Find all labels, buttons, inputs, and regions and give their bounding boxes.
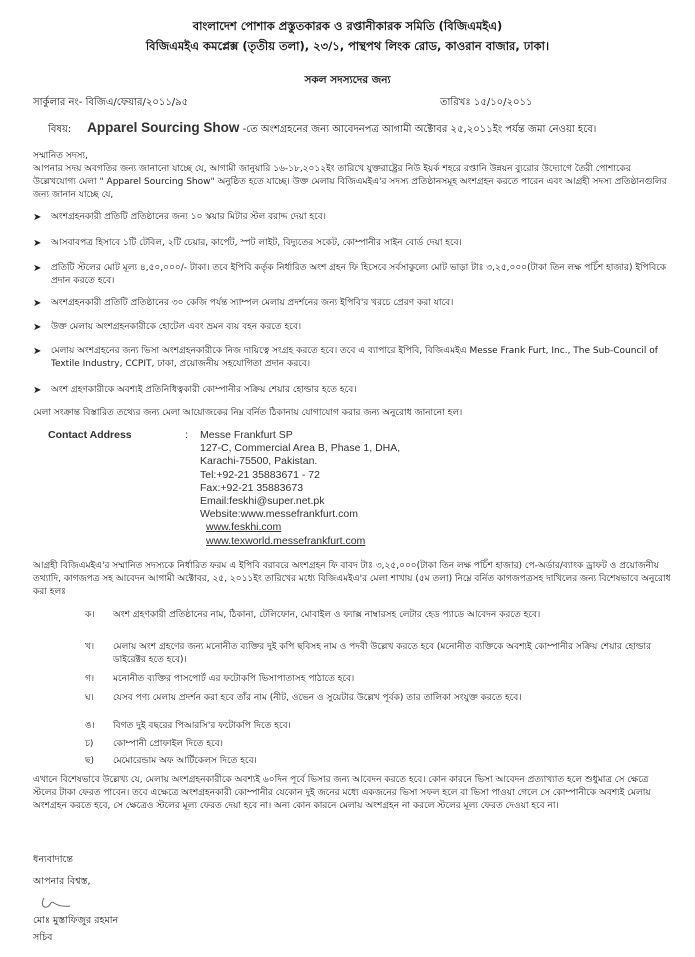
contact-website: Website:www.messefrankfurt.com [200,508,358,521]
intro-paragraph: আপনার সদয় অবগতির জন্য জানানো যাচ্ছে যে, আগামী জানুয়ারি ১৬-১৮,২০১২ইং তারিখে যুক্তরাষ্ট্রের নিউ ইয়র্ক শহরে রপ্তানি উন্নয়ন ব্যুরোর উদ্যোগে তৈরী পোশাকের উল্লেখযোগ্য মেলা " Apparel Sourcing Show" অনুষ্ঠিত হতে যাচ্ছে। উক্ত মেলায় বিজিএমইএ'র সদস্য প্রতিষ্ঠানসমূহ অংশগ্রহন করতে পারেন এবং আগ্রহী সদস্য প্রতিষ্ঠানগুলির জন্য জানান যাচ্ছে যে, [33,164,667,200]
contact-address-line: 127-C, Commercial Area B, Phase 1, DHA, [200,442,401,455]
circular-page: বাংলাদেশ পোশাক প্রস্তুতকারক ও রপ্তানীকারক সমিতি (বিজিএমইএ) বিজিএমইএ কমপ্লেক্স (তৃতীয় তলা), ২৩/১, পান্থপথ লিংক রোড, কাওরান বাজার, ঢাকা। সকল সদস্যদের জন্য সার্কুলার নং- বিজিএ/ফেয়ার/২০১১/৯৫ তারিখঃ ১৫/১০/২০১১ বিষয়: Apparel Sourcing Show -তে অংশগ্রহনের জন্য আবেদনপত্র আগামী অক্টোবর ২৫,২০১১ইং পর্যন্ত জমা নেওয়া হবে। সম্মানিত সদস্য, আপনার সদয় অবগতির জন্য জানানো যাচ্ছে যে, আগামী জানুয়ারি ১৬-১৮,২০১২ইং তারিখে যুক্তরাষ্ট্রের নিউ ইয়র্ক শহরে রপ্তানি উন্নয়ন ব্যুরোর উদ্যোগে তৈরী পোশাকের উল্লেখযোগ্য মেলা " Apparel Sourcing Show" অনুষ্ঠিত হতে যাচ্ছে। উক্ত মেলায় বিজিএমইএ'র সদস্য প্রতিষ্ঠানসমূহ অংশগ্রহন করতে পারেন এবং আগ্রহী সদস্য প্রতিষ্ঠানগুলির জন্য জানান যাচ্ছে যে, ➤ অংশগ্রহনকারী প্রতিটি প্রতিষ্ঠানের জন্য ১০ স্কয়ার মিটার স্টল বরাদ্দ দেয়া হবে। ➤ আসবাবপত্র হিসাবে ১টি টেবিল, ২টি চেয়ার, কার্পেট, স্পট লাইট, বিদ্যুতের সকেট, কোম্পানীর সাইন বোর্ড দেয়া হবে। ➤ প্রতিটি স্টলের মোট মূল্য ৪,৫০,০০০/- টাকা। তবে ইপিবি কর্তৃক নির্ধারিত অংশ গ্রহন ফি হিসেবে সর্বসাকুল্যে মোট ভাড়া টাঃ ৩,২৫,০০০(টাকা তিন লক্ষ পচিঁশ হাজার) ইপিবিকে প্রদান করতে হবে। ➤ অংশগ্রহনকারী প্রতিটি প্রতিষ্ঠানের ৩০ কেজি পর্যন্ত স্যাম্পল মেলায় প্রদর্শনের জন্য ইপিবি'র খরচে প্রেরণ করা যাবে। ➤ উক্ত মেলায় অংশগ্রহনকারীকে হোটেল এবং ভ্রমন ব্যয় বহন করতে হবে। ➤ মেলায় অংশগ্রহনের জন্য ভিসা অংশগ্রহনকারীকে নিজ দায়িত্বে সংগ্রহ করতে হবে। তবে এ ব্যাপারে ইপিবি, বিজিএমইএ Messe Frank Furt, Inc., The Sub-Council of Textile Industry, CCPIT, ঢাকা, প্রয়োজনীয় সহযোগিতা প্রদান করবে। ➤ অংশ গ্রহণকারীকে অবশ্যই প্রতিনিধিত্বকারী কোম্পানীর সক্রিয় শেয়ার হোল্ডার হতে হবে। মেলা সংক্রান্ত বিস্তারিত তথ্যের জন্য মেলা আয়োজকের নিম্ন বর্নিত ঠিকানায় যোগাযোগ করার জন্য অনুরোধ জানানো হল। Contact Address : Messe Frankfurt SP 127-C, Commercial Area B, Phase 1, DHA, Karachi-75500, Pakistan. Tel:+92-21 35883671 - 72 Fax:+92-21 35883673 Email:feskhi@super.net.pk Website:www.messefrankfurt.com www.feskhi.com www.texworld.messefrankfurt.com আগ্রহী বিজিএমইএ'র সম্মানিত সদস্যকে নির্ধারিত ফরম এ ইপিবি বরাবরে অংশগ্রহন ফি বাবদ টাঃ ৩,২৫,০০০(টাকা তিন লক্ষ পচিঁশ হাজার) পে-অর্ডার/ব্যাংক ড্রাফট ও প্রয়োজনীয় তথ্যাদি, কাগজপত্র সহ আবেদন আগামী অক্টোবর, ২৫, ২০১১ইং তারিখের মধ্যে বিজিএমইএ'র মেলা শাখায় (৫ম তলা) নিম্নে বর্নিত কাগজপত্রসহ দাখিলের জন্য বিশেষভাবে অনুরোধ করা হলঃ ক। অংশ গ্রহণকারী প্রতিষ্ঠানের নাম, ঠিকানা, টেলিফোন, মোবাইল ও ফ্যাক্স নাম্বারসহ লেটার হেড প্যাডে আবেদন করতে হবে। খ। মেলায় অংশ গ্রহণের জন্য মনোনীত ব্যক্তির দুই কপি ছবিসহ নাম ও পদবী উল্লেখ করতে হবে (মনোনীত ব্যক্তিকে অবশ্যই কোম্পানীর সক্রিয় শেয়ার হোল্ডার ডাইরেক্টর হতে হবে)। গ। মনোনীত ব্যক্তির পাসপোর্ট এর ফটোকপি ভিসাপাতাসহ পাঠাতে হবে। ঘ। যেসব পণ্য মেলায় প্রদর্শন করা হবে তাঁর নাম (নীট, ওভেন ও সুয়েটার উল্লেখ পূর্বক) তার তালিকা সংযুক্ত করতে হবে। ঙ। বিগত দুই বছরের পিআরসি'র ফটোকপি দিতে হবে। চ) কোম্পানী প্রোফাইল দিতে হবে। ছ) মেমোরেন্ডাম অফ আর্টিকেলস দিতে হবে। এখানে বিশেষভাবে উল্লেখ্য যে, মেলায় অংশগ্রহনকারীকে অবশ্যই ৬০দিন পূর্বে ভিসার জন্য আবেদন করতে হবে। কোন কারনে ভিসা আবেদন প্রত্যাখ্যাত হলে শুধুমাত্র সে ক্ষেত্রে স্টলের টাকা ফেরত পাবেন। তবে এক্ষেত্রে অংশগ্রহনকারী কোম্পানীর যেকোন দুই জনের মধ্যে একজনের ভিসা সফল হলে বা ভিসা পাওয়া গেলে সে কোম্পানীকে অবশ্যই মেলায় অংশগ্রহন করতে হবে, সে ক্ষেত্রেও স্টলের মূল্য ফেরত দেয়া হবে না। অন্য কোন কারনে মেলায় অংশগ্রহন না করলে স্টলের মূল্য ফেরত দেওয়া হবে না। ধন্যবাদান্তে আপনার বিশ্বস্ত, মোঃ মুস্তাফিজুর রহমান সচিব [0,0,695,957]
signer-title: সচিব [33,932,53,943]
subject-rest: -তে অংশগ্রহনের জন্য আবেদনপত্র আগামী অক্টোবর ২৫,২০১১ইং পর্যন্ত জমা নেওয়া হবে। [242,124,597,135]
org-name: বাংলাদেশ পোশাক প্রস্তুতকারক ও রপ্তানীকারক সমিতি (বিজিএমইএ) [192,19,503,33]
signature-mark [40,895,74,911]
contact-email: Email:feskhi@super.net.pk [200,495,325,508]
subject-event-name: Apparel Sourcing Show [87,120,240,135]
arrow-bullet-icon: ➤ [33,322,42,333]
contact-address-line: Karachi-75500, Pakistan. [200,455,318,468]
feskhi-link[interactable]: www.feskhi.com [206,521,282,534]
org-address: বিজিএমইএ কমপ্লেক্স (তৃতীয় তলা), ২৩/১, পান্থপথ লিংক রোড, কাওরান বাজার, ঢাকা। [145,39,550,53]
arrow-bullet-icon: ➤ [33,263,42,274]
visa-paragraph: এখানে বিশেষভাবে উল্লেখ্য যে, মেলায় অংশগ্রহনকারীকে অবশ্যই ৬০দিন পূর্বে ভিসার জন্য আবেদন করতে হবে। কোন কারনে ভিসা আবেদন প্রত্যাখ্যাত হলে শুধুমাত্র সে ক্ষেত্রে স্টলের টাকা ফেরত পাবেন। তবে এক্ষেত্রে অংশগ্রহনকারী কোম্পানীর যেকোন দুই জনের মধ্যে একজনের ভিসা সফল হলে বা ভিসা পাওয়া গেলে সে কোম্পানীকে অবশ্যই মেলায় অংশগ্রহন করতে হবে, সে ক্ষেত্রেও স্টলের মূল্য ফেরত দেয়া হবে না। অন্য কোন কারনে মেলায় অংশগ্রহন না করলে স্টলের মূল্য ফেরত দেওয়া হবে না। [33,775,651,811]
circular-number: সার্কুলার নং- বিজিএ/ফেয়ার/২০১১/৯৫ [33,97,189,108]
arrow-bullet-icon: ➤ [33,238,42,249]
signer-name: মোঃ মুস্তাফিজুর রহমান [33,915,119,926]
contact-tel: Tel:+92-21 35883671 - 72 [200,468,320,481]
yours-line: আপনার বিশ্বস্ত, [33,876,91,887]
arrow-bullet-icon: ➤ [33,385,42,396]
circular-date: তারিখঃ ১৫/১০/২০১১ [440,97,533,108]
contact-fax: Fax:+92-21 35883673 [200,481,304,494]
audience-heading: সকল সদস্যদের জন্য [304,74,391,86]
contact-name: Messe Frankfurt SP [200,429,293,441]
subject-line [48,120,596,139]
request-paragraph: আগ্রহী বিজিএমইএ'র সম্মানিত সদস্যকে নির্ধারিত ফরম এ ইপিবি বরাবরে অংশগ্রহন ফি বাবদ টাঃ ৩,২৫,০০০(টাকা তিন লক্ষ পচিঁশ হাজার) পে-অর্ডার/ব্যাংক ড্রাফট ও প্রয়োজনীয় তথ্যাদি, কাগজপত্র সহ আবেদন আগামী অক্টোবর, ২৫, ২০১১ইং তারিখের মধ্যে বিজিএমইএ'র মেলা শাখায় (৫ম তলা) নিম্নে বর্নিত কাগজপত্রসহ দাখিলের জন্য বিশেষভাবে অনুরোধ করা হলঃ [33,561,671,597]
thanks-line: ধন্যবাদান্তে [33,854,73,865]
arrow-bullet-icon: ➤ [33,212,42,223]
arrow-bullet-icon: ➤ [33,346,42,357]
arrow-bullet-icon: ➤ [33,298,42,309]
texworld-link[interactable]: www.texworld.messefrankfurt.com [206,534,366,547]
contact-note: মেলা সংক্রান্ত বিস্তারিত তথ্যের জন্য মেলা আয়োজকের নিম্ন বর্নিত ঠিকানায় যোগাযোগ করার জন্য অনুরোধ জানানো হল। [33,408,463,418]
salutation: সম্মানিত সদস্য, [33,151,88,161]
contact-address-block [200,429,400,548]
contact-colon: : [185,429,188,441]
subject-label: বিষয়: [48,124,72,135]
contact-address-label: Contact Address [48,429,132,441]
